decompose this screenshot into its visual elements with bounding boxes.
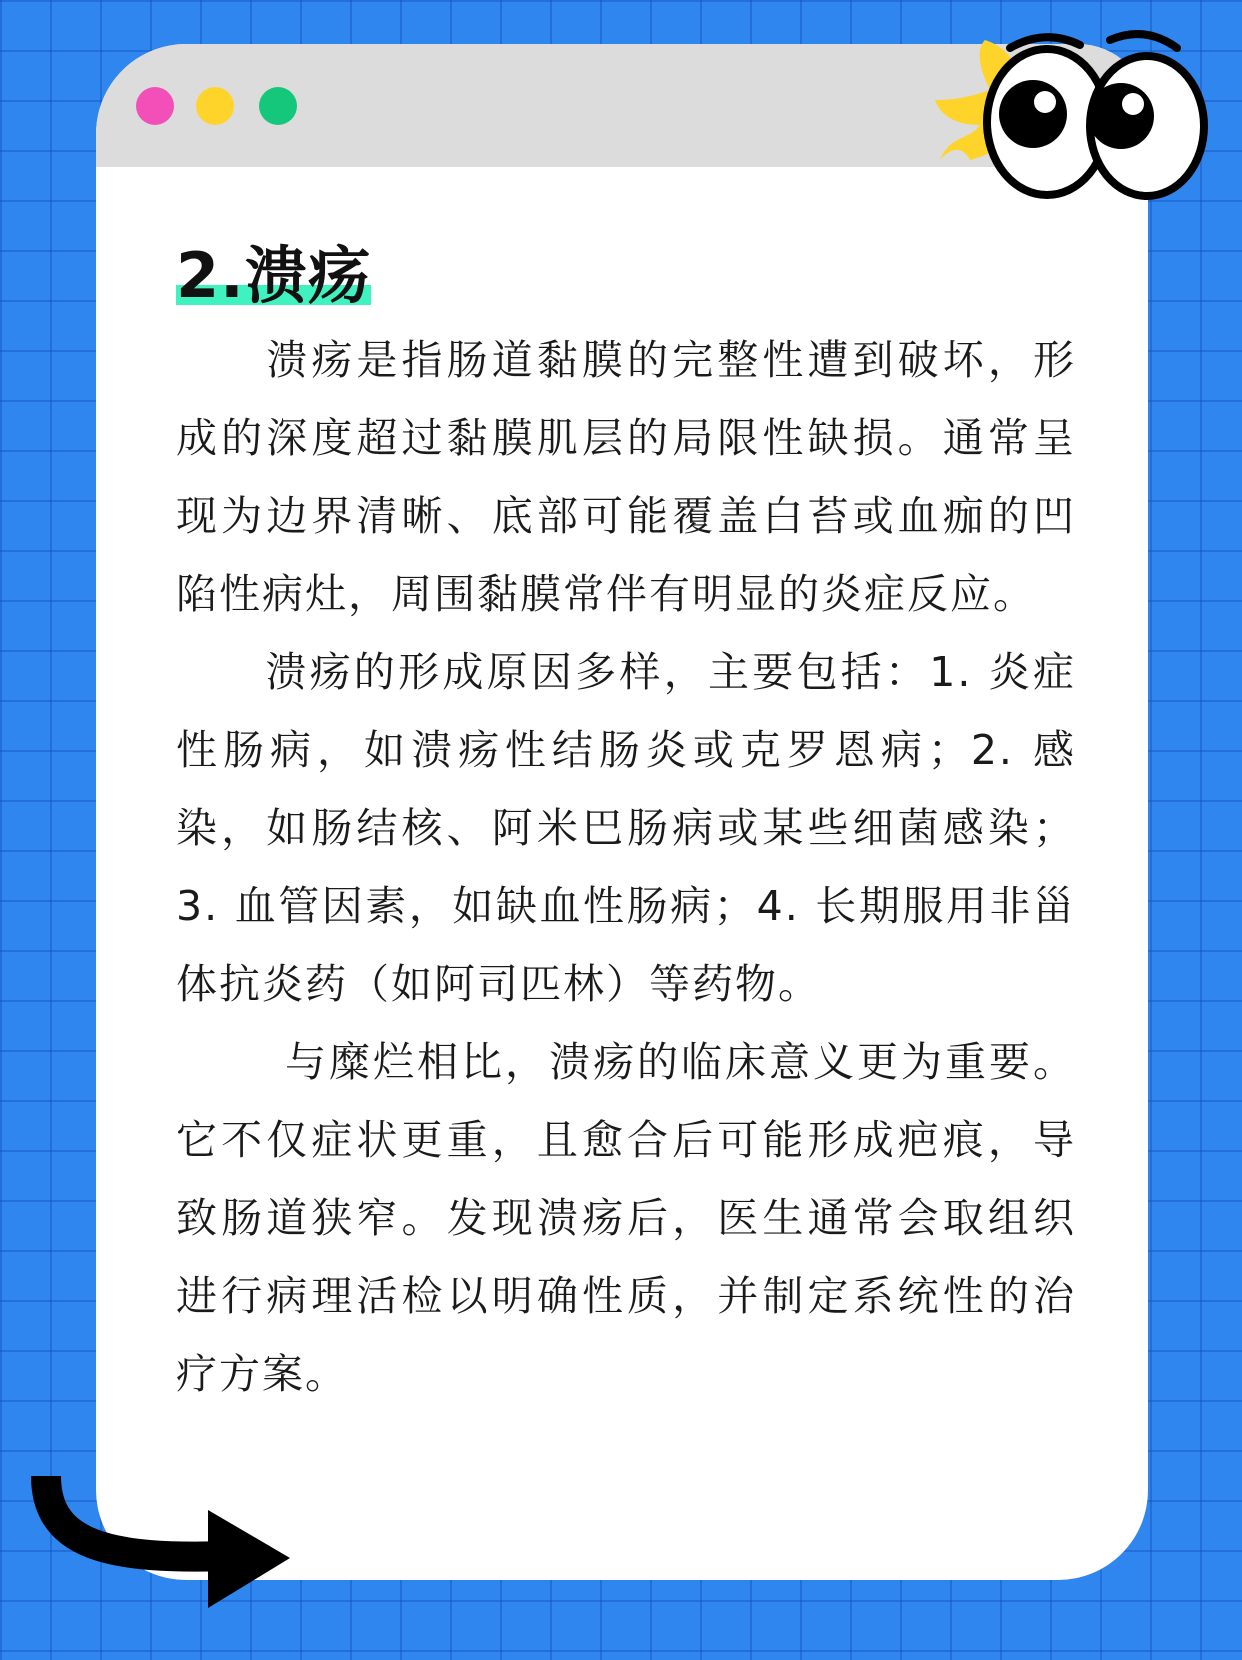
article-body: [176, 239, 1076, 1413]
close-dot-icon[interactable]: [136, 87, 174, 125]
paragraph-text: 溃疡的形成原因多样，主要包括：1. 炎症性肠病，如溃疡性结肠炎或克罗恩病；2. 感染，如肠结核、阿米巴肠病或某些细菌感染；3. 血管因素，如缺血性肠病；4. 长期服用非甾体抗炎药（如阿司匹林）等药物。: [176, 648, 1076, 1008]
paragraph-causes: [176, 633, 1076, 1023]
paragraph-text: 与糜烂相比，溃疡的临床意义更为重要。它不仅症状更重，且愈合后可能形成疤痕，导致肠道狭窄。发现溃疡后，医生通常会取组织进行病理活检以明确性质，并制定系统性的治疗方案。: [176, 1038, 1076, 1398]
minimize-dot-icon[interactable]: [196, 87, 234, 125]
maximize-dot-icon[interactable]: [259, 87, 297, 125]
cartoon-eyes-icon: [935, 30, 1225, 215]
paragraph-text: 溃疡是指肠道黏膜的完整性遭到破坏，形成的深度超过黏膜肌层的局限性缺损。通常呈现为边界清晰、底部可能覆盖白苔或血痂的凹陷性病灶，周围黏膜常伴有明显的炎症反应。: [176, 336, 1076, 618]
curved-arrow-icon: [28, 1470, 298, 1620]
section-heading: [176, 239, 371, 313]
paragraph-significance: [176, 1023, 1076, 1413]
content-card: [96, 44, 1148, 1580]
paragraph-definition: [176, 321, 1076, 633]
heading-text: 2.溃疡: [176, 239, 371, 312]
